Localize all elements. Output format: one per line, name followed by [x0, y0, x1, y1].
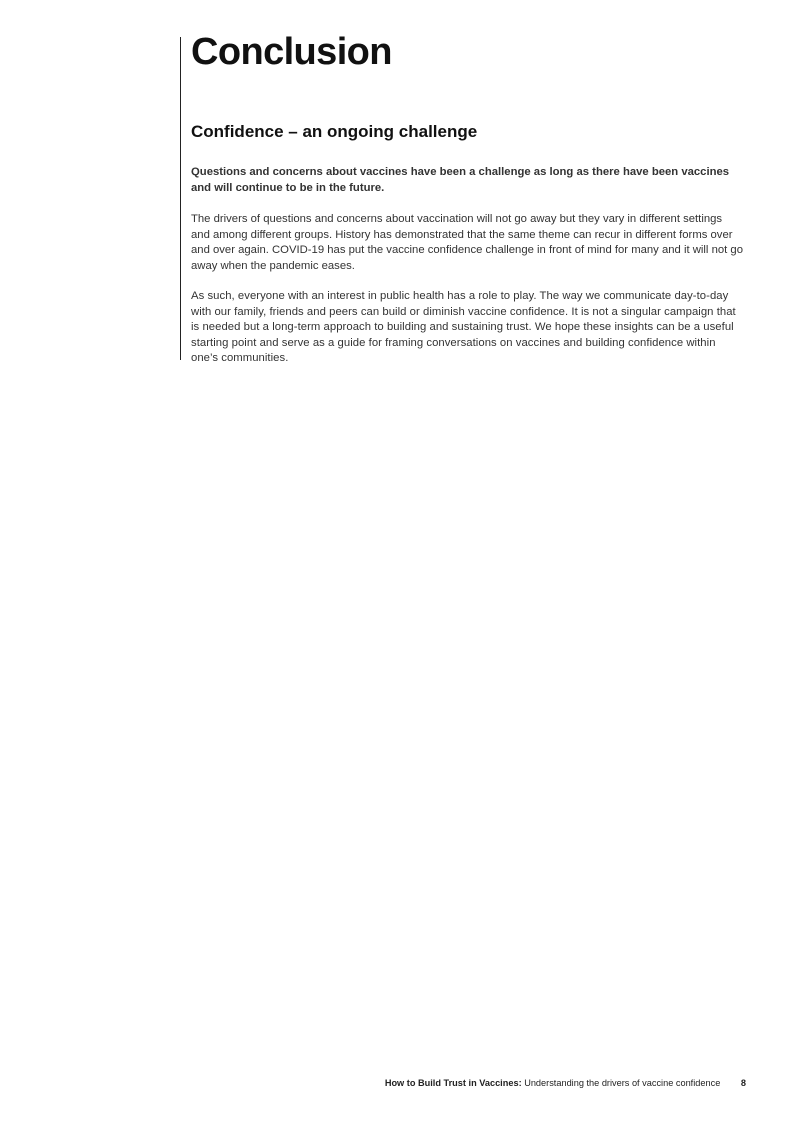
main-content: [191, 30, 743, 367]
page-footer: [385, 1077, 746, 1089]
footer-document-subtitle: Understanding the drivers of vaccine confidence: [524, 1078, 721, 1088]
section-subtitle: Confidence – an ongoing challenge: [191, 122, 478, 141]
page-number: 8: [740, 1078, 746, 1088]
footer-document-title: How to Build Trust in Vaccines:: [384, 1078, 522, 1088]
body-paragraph-2: As such, everyone with an interest in public health has a role to play. The way we communicate day-to-day with our family, friends and peers can build or diminish vaccine confidence. It is not a singular campaign that is needed but a long-term approach to building and sustaining trust. We hope these insights can be a useful starting point and serve as a guide for framing conversations on vaccines and building confidence within one’s communities.: [191, 290, 736, 364]
lead-paragraph: Questions and concerns about vaccines have been a challenge as long as there have been vaccines and will continue to be in the future.: [191, 166, 730, 194]
page-title: Conclusion: [191, 31, 392, 73]
vertical-rule: [180, 37, 181, 360]
body-paragraph-1: The drivers of questions and concerns about vaccination will not go away but they vary in different settings and among different groups. History has demonstrated that the same theme can recur in different forms over and over again. COVID-19 has put the vaccine confidence challenge in front of mind for many and it will not go away when the pandemic eases.: [191, 213, 743, 272]
